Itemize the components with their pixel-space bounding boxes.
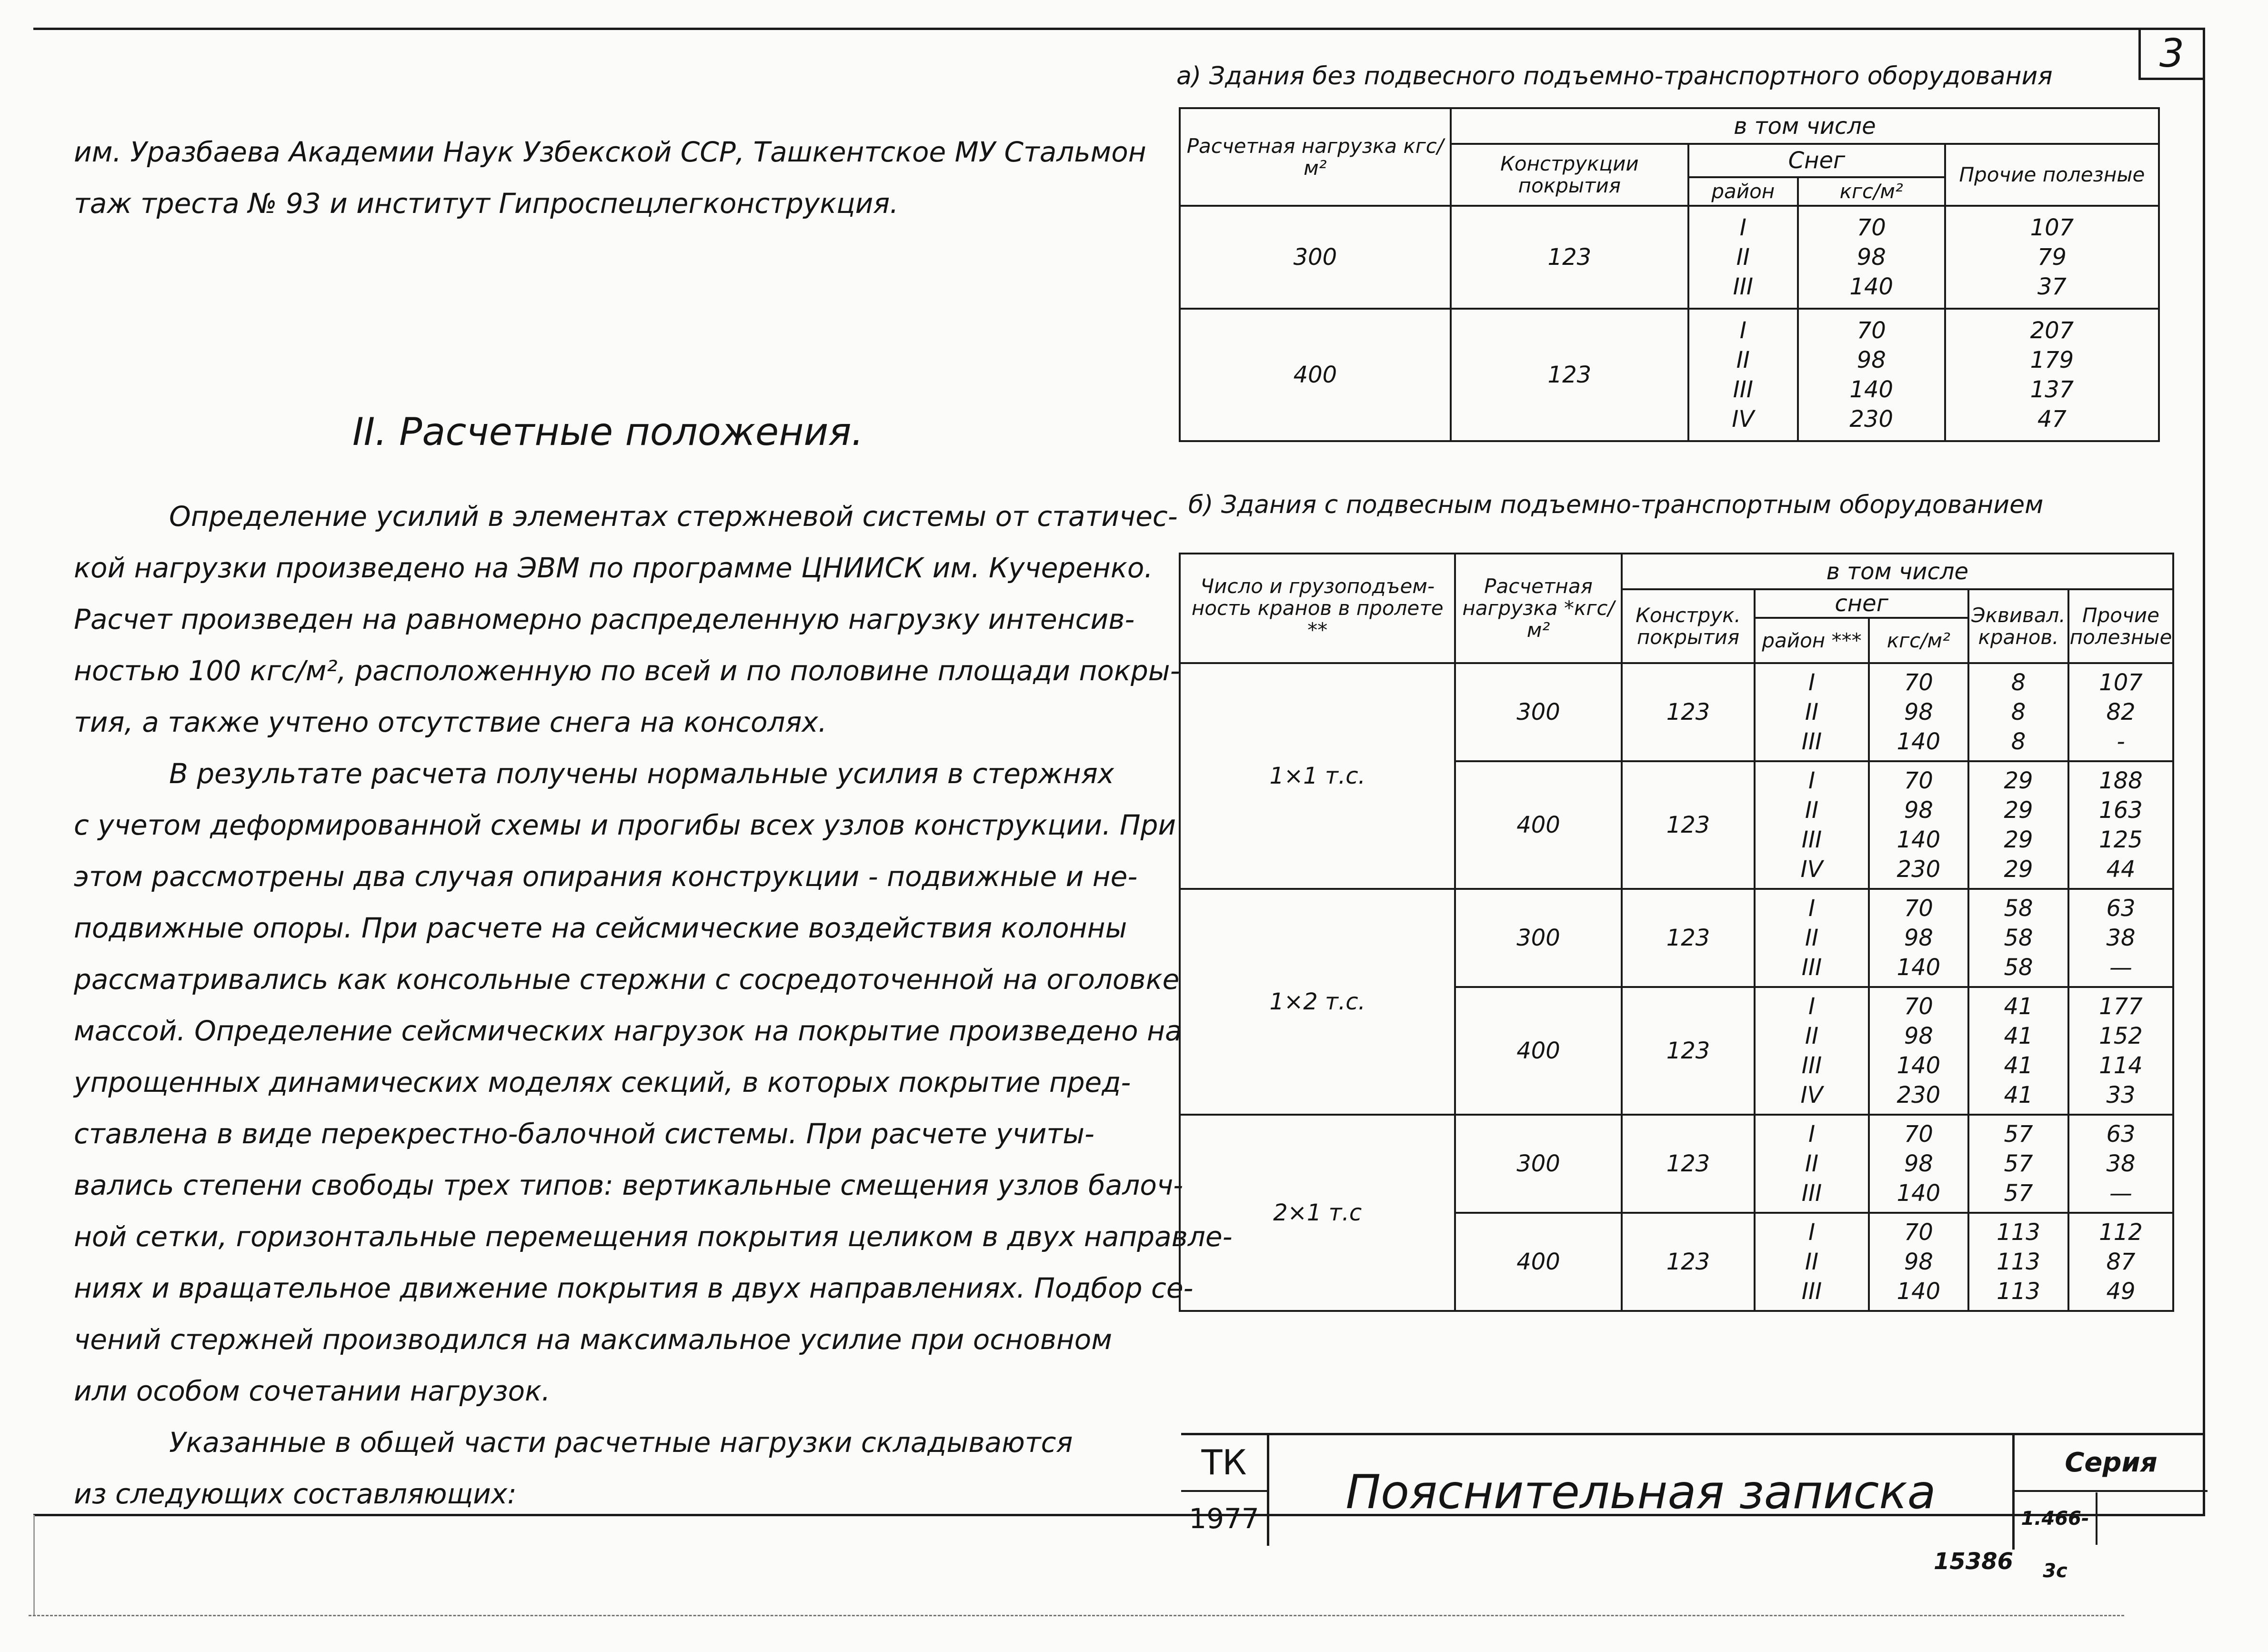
text-line: упрощенных динамических моделях секций, в которых покрытие пред- — [74, 1066, 1131, 1098]
cell-value: 140 — [1897, 1278, 1941, 1305]
cell-value: 70 — [1904, 669, 1933, 696]
roof-cell: 123 — [1622, 761, 1755, 889]
cell-value: 33 — [2106, 1082, 2136, 1108]
cell-value: I — [1808, 669, 1816, 696]
other-cell — [2068, 987, 2173, 1115]
stamp-org: ТК — [1181, 1435, 1267, 1492]
table-row — [1180, 1115, 2173, 1213]
other-cell — [2068, 663, 2173, 761]
cell-value: 140 — [1897, 826, 1941, 853]
cell-value: 8 — [2011, 669, 2026, 696]
cell-value: I — [1808, 895, 1816, 922]
intro-text — [74, 126, 1146, 229]
cell-value: III — [1801, 1180, 1822, 1207]
header-load: Расчетная нагрузка *кгс/м² — [1455, 554, 1621, 663]
equiv-cell — [1968, 987, 2068, 1115]
equiv-cell — [1968, 663, 2068, 761]
stamp-year: 1977 — [1189, 1502, 1259, 1535]
text-line: из следующих составляющих: — [74, 1478, 517, 1510]
cell-value: 113 — [1997, 1249, 2040, 1275]
cell-value: 98 — [1857, 347, 1886, 373]
cell-value: III — [1733, 273, 1754, 300]
snow-cell — [1869, 663, 1968, 761]
header-equiv: Эквивал. кранов. — [1968, 589, 2068, 663]
load-cell: 300 — [1180, 206, 1451, 309]
load-cell: 400 — [1455, 761, 1621, 889]
cell-value: 98 — [1904, 1249, 1933, 1275]
header-cranes: Число и грузоподъем- ность кранов в пролете ** — [1180, 554, 1455, 663]
region-cell — [1688, 309, 1798, 441]
header-kgs: кгс/м² — [1798, 177, 1945, 206]
cranes-cell: 1×1 т.с. — [1180, 663, 1455, 889]
cell-value: I — [1739, 317, 1746, 344]
cell-value: III — [1801, 954, 1822, 981]
roof-cell: 123 — [1451, 206, 1688, 309]
cell-value: 230 — [1897, 856, 1941, 883]
table-row — [1180, 206, 2159, 309]
text-line: рассматривались как консольные стержни с сосредоточенной на оголовке — [74, 963, 1180, 996]
text-line: ставлена в виде перекрестно-балочной системы. При расчете учиты- — [74, 1118, 1094, 1150]
text-line: чений стержней производился на максимальное усилие при основном — [74, 1323, 1113, 1356]
cell-value: 41 — [2004, 1023, 2033, 1049]
region-cell — [1755, 889, 1868, 987]
region-cell — [1755, 987, 1868, 1115]
header-roof: Конструкции покрытия — [1451, 144, 1688, 206]
region-cell — [1755, 1115, 1868, 1213]
cell-value: III — [1801, 826, 1822, 853]
table-b-caption: б) Здания с подвесным подъемно-транспортным оборудованием — [1188, 491, 2044, 519]
cell-value: 41 — [2004, 1082, 2033, 1108]
header-load: Расчетная нагрузка кгс/м² — [1180, 108, 1451, 206]
text-line: В результате расчета получены нормальные усилия в стержнях — [169, 757, 1114, 790]
cell-value: I — [1808, 1121, 1816, 1148]
table-a — [1179, 107, 2160, 442]
cell-value: 177 — [2099, 993, 2143, 1020]
other-cell — [1945, 206, 2159, 309]
cell-value: II — [1736, 244, 1750, 271]
cell-value: 179 — [2030, 347, 2074, 373]
load-cell: 400 — [1455, 1213, 1621, 1311]
text-line: ной сетки, горизонтальные перемещения покрытия целиком в двух направле- — [74, 1220, 1233, 1253]
other-cell — [2068, 1213, 2173, 1311]
snow-cell — [1869, 987, 1968, 1115]
cell-value: 140 — [1849, 273, 1894, 300]
cell-value: 70 — [1904, 895, 1933, 922]
equiv-cell — [1968, 889, 2068, 987]
cranes-cell: 2×1 т.с — [1180, 1115, 1455, 1311]
text-line: таж треста № 93 и институт Гипроспецлегконструкция. — [74, 187, 899, 220]
text-line: им. Уразбаева Академии Наук Узбекской ССР, Ташкентское МУ Стальмон — [74, 136, 1146, 168]
cell-value: 47 — [2037, 406, 2067, 433]
table-b — [1179, 553, 2174, 1312]
cell-value: II — [1805, 925, 1819, 951]
cell-value: 29 — [2004, 856, 2033, 883]
cell-value: III — [1801, 1278, 1822, 1305]
body-text — [74, 491, 1233, 1520]
text-line: или особом сочетании нагрузок. — [74, 1375, 551, 1407]
cell-value: 230 — [1849, 406, 1894, 433]
cell-value: 188 — [2099, 767, 2143, 794]
cell-value: III — [1801, 1052, 1822, 1079]
text-line: вались степени свободы трех типов: вертикальные смещения узлов балоч- — [74, 1169, 1184, 1201]
cell-value: III — [1801, 728, 1822, 755]
text-line: подвижные опоры. При расчете на сейсмические воздействия колонны — [74, 912, 1127, 944]
cell-value: 113 — [1997, 1219, 2040, 1246]
cell-value: II — [1805, 797, 1819, 824]
cell-value: 114 — [2099, 1052, 2143, 1079]
load-cell: 400 — [1455, 987, 1621, 1115]
cell-value: 82 — [2106, 699, 2136, 725]
cell-value: IV — [1800, 856, 1823, 883]
cell-value: II — [1805, 699, 1819, 725]
table-row — [1180, 663, 2173, 761]
cell-value: 70 — [1857, 214, 1886, 241]
cell-value: 58 — [2004, 895, 2033, 922]
series-label: Серия — [2015, 1435, 2208, 1492]
equiv-cell — [1968, 761, 2068, 889]
other-cell — [1945, 309, 2159, 441]
other-cell — [2068, 1115, 2173, 1213]
text-line: этом рассмотрены два случая опирания конструкции - подвижные и не- — [74, 860, 1138, 893]
bottom-rule — [29, 1615, 2124, 1616]
cell-value: 140 — [1897, 1180, 1941, 1207]
cell-value: 70 — [1904, 993, 1933, 1020]
region-cell — [1755, 663, 1868, 761]
other-cell — [2068, 889, 2173, 987]
cell-value: 140 — [1897, 1052, 1941, 1079]
cell-value: 29 — [2004, 767, 2033, 794]
equiv-cell — [1968, 1115, 2068, 1213]
other-cell — [2068, 761, 2173, 889]
section-heading: II. Расчетные положения. — [352, 410, 863, 454]
text-line: кой нагрузки произведено на ЭВМ по программе ЦНИИСК им. Кучеренко. — [74, 552, 1153, 584]
cell-value: 163 — [2099, 797, 2143, 824]
cell-value: I — [1808, 767, 1816, 794]
header-region: район — [1688, 177, 1798, 206]
cell-value: 38 — [2106, 1150, 2136, 1177]
cell-value: 63 — [2106, 1121, 2136, 1148]
cell-value: 207 — [2030, 317, 2074, 344]
roof-cell: 123 — [1622, 1115, 1755, 1213]
cell-value: 29 — [2004, 797, 2033, 824]
text-line: Определение усилий в элементах стержневой системы от статичес- — [169, 500, 1178, 533]
cell-value: 107 — [2030, 214, 2074, 241]
header-other: Прочие полезные — [2068, 589, 2173, 663]
cell-value: 70 — [1904, 1121, 1933, 1148]
header-snow: снег — [1755, 589, 1968, 618]
cell-value: 230 — [1897, 1082, 1941, 1108]
series-number: 1.466-3с — [2015, 1492, 2097, 1545]
cell-value: II — [1805, 1023, 1819, 1049]
header-including: в том числе — [1622, 554, 2173, 589]
text-line: Указанные в общей части расчетные нагрузки складываются — [169, 1426, 1073, 1459]
text-line: Расчет произведен на равномерно распределенную нагрузку интенсив- — [74, 603, 1135, 635]
header-roof: Конструк. покрытия — [1622, 589, 1755, 663]
equiv-cell — [1968, 1213, 2068, 1311]
cell-value: 70 — [1904, 1219, 1933, 1246]
table-row — [1180, 889, 2173, 987]
load-cell: 300 — [1455, 1115, 1621, 1213]
cell-value: 140 — [1897, 954, 1941, 981]
snow-cell — [1869, 761, 1968, 889]
header-snow: Снег — [1688, 144, 1945, 177]
cell-value: IV — [1732, 406, 1755, 433]
cell-value: II — [1805, 1249, 1819, 1275]
cell-value: 140 — [1849, 376, 1894, 403]
table-row — [1180, 309, 2159, 441]
cell-value: 98 — [1904, 797, 1933, 824]
text-line: с учетом деформированной схемы и прогибы всех узлов конструкции. При — [74, 809, 1176, 841]
cranes-cell: 1×2 т.с. — [1180, 889, 1455, 1115]
text-line: ниях и вращательное движение покрытия в двух направлениях. Подбор се- — [74, 1272, 1194, 1304]
cell-value: 98 — [1904, 699, 1933, 725]
cell-value: - — [2117, 728, 2125, 755]
cell-value: — — [2109, 954, 2132, 981]
roof-cell: 123 — [1622, 987, 1755, 1115]
text-line: массой. Определение сейсмических нагрузок на покрытие произведено на — [74, 1015, 1182, 1047]
cell-value: 57 — [2004, 1150, 2033, 1177]
cell-value: 57 — [2004, 1180, 2033, 1207]
cell-value: 98 — [1904, 925, 1933, 951]
cell-value: 107 — [2099, 669, 2143, 696]
cell-value: 8 — [2011, 728, 2026, 755]
snow-cell — [1869, 1115, 1968, 1213]
cell-value: 58 — [2004, 954, 2033, 981]
cell-value: II — [1736, 347, 1750, 373]
cell-value: 113 — [1997, 1278, 2040, 1305]
text-line: ностью 100 кгс/м², расположенную по всей и по половине площади покры- — [74, 655, 1180, 687]
cell-value: II — [1805, 1150, 1819, 1177]
snow-cell — [1798, 309, 1945, 441]
cell-value: 98 — [1904, 1150, 1933, 1177]
cell-value: 98 — [1904, 1023, 1933, 1049]
cell-value: 29 — [2004, 826, 2033, 853]
cell-value: 49 — [2106, 1278, 2136, 1305]
cell-value: IV — [1800, 1082, 1823, 1108]
cell-value: I — [1808, 993, 1816, 1020]
snow-cell — [1798, 206, 1945, 309]
stamp-org-cell — [1181, 1435, 1269, 1546]
header-other: Прочие полезные — [1945, 144, 2159, 206]
roof-cell: 123 — [1622, 663, 1755, 761]
load-cell: 300 — [1455, 889, 1621, 987]
cell-value: — — [2109, 1180, 2132, 1207]
cell-value: I — [1739, 214, 1746, 241]
cell-value: 41 — [2004, 993, 2033, 1020]
document-title: Пояснительная записка — [1345, 1465, 1936, 1520]
cell-value: 112 — [2099, 1219, 2143, 1246]
roof-cell: 123 — [1622, 1213, 1755, 1311]
cell-value: I — [1808, 1219, 1816, 1246]
region-cell — [1755, 761, 1868, 889]
region-cell — [1755, 1213, 1868, 1311]
cell-value: 44 — [2106, 856, 2136, 883]
cell-value: 57 — [2004, 1121, 2033, 1148]
cell-value: 125 — [2099, 826, 2143, 853]
cell-value: 98 — [1857, 244, 1886, 271]
cell-value: 8 — [2011, 699, 2026, 725]
header-region: район *** — [1755, 618, 1868, 663]
cell-value: 38 — [2106, 925, 2136, 951]
roof-cell: 123 — [1622, 889, 1755, 987]
table-a-caption: а) Здания без подвесного подъемно-транспортного оборудования — [1176, 62, 2053, 91]
load-cell: 300 — [1455, 663, 1621, 761]
snow-cell — [1869, 1213, 1968, 1311]
margin-line — [33, 1515, 35, 1615]
cell-value: III — [1733, 376, 1754, 403]
cell-value: 79 — [2037, 244, 2067, 271]
page-number: 3 — [2138, 28, 2205, 80]
cell-value: 41 — [2004, 1052, 2033, 1079]
cell-value: 63 — [2106, 895, 2136, 922]
header-including: в том числе — [1451, 108, 2159, 144]
header-kgs: кгс/м² — [1869, 618, 1968, 663]
cell-value: 137 — [2030, 376, 2074, 403]
cell-value: 87 — [2106, 1249, 2136, 1275]
cell-value: 37 — [2037, 273, 2067, 300]
text-line: тия, а также учтено отсутствие снега на консолях. — [74, 706, 827, 738]
snow-cell — [1869, 889, 1968, 987]
cell-value: 58 — [2004, 925, 2033, 951]
sheet-number: 15386 — [1934, 1548, 2013, 1575]
cell-value: 70 — [1857, 317, 1886, 344]
load-cell: 400 — [1180, 309, 1451, 441]
cell-value: 70 — [1904, 767, 1933, 794]
cell-value: 140 — [1897, 728, 1941, 755]
region-cell — [1688, 206, 1798, 309]
roof-cell: 123 — [1451, 309, 1688, 441]
stamp-series-cell — [2012, 1435, 2208, 1582]
cell-value: 152 — [2099, 1023, 2143, 1049]
